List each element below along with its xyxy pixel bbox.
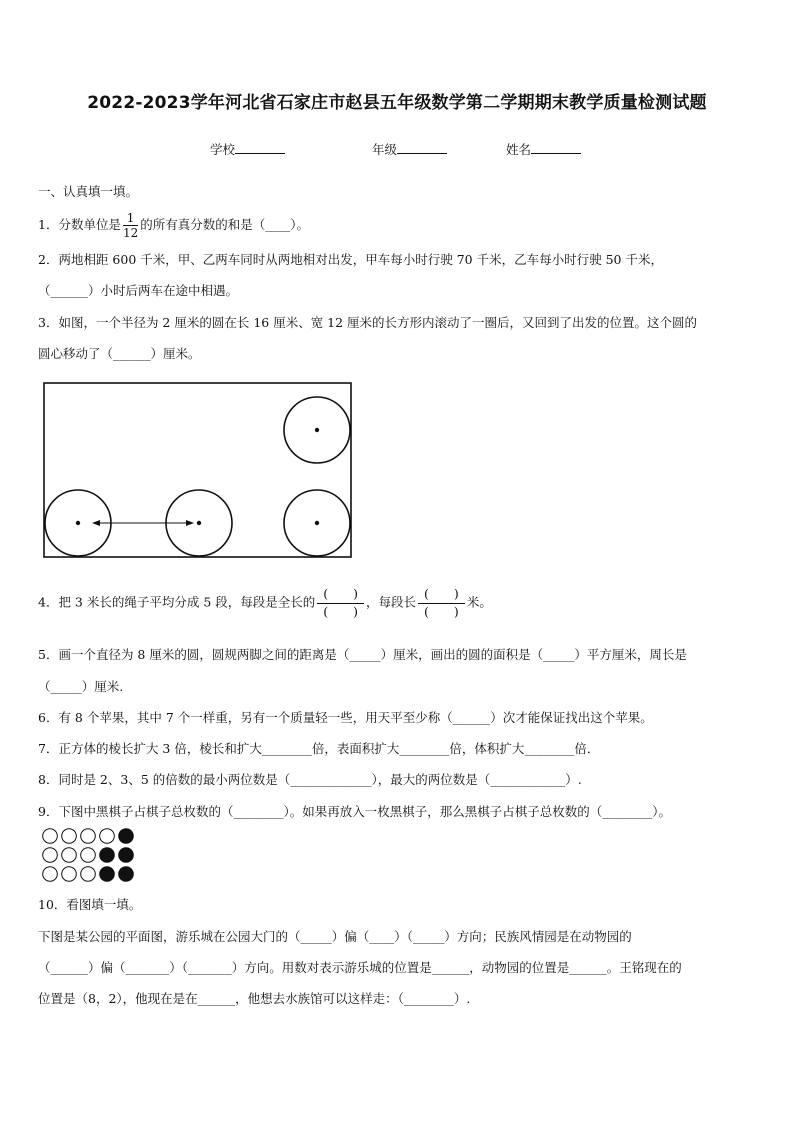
q1-fraction-denominator: 12 — [122, 226, 139, 240]
white-piece — [43, 867, 58, 882]
white-piece — [81, 829, 96, 844]
question-4 — [38, 586, 492, 620]
chess-pieces-figure — [40, 826, 160, 884]
school-label: 学校 — [210, 142, 236, 157]
grade-label: 年级 — [372, 142, 398, 157]
name-blank[interactable] — [531, 141, 581, 154]
q4-fraction-2-denominator[interactable]: ( ) — [424, 603, 459, 619]
q4-fraction-1-numerator[interactable]: ( ) — [317, 586, 364, 604]
grade-blank[interactable] — [397, 141, 447, 154]
black-piece — [100, 848, 115, 863]
q1-fraction — [123, 212, 138, 239]
grade-field — [372, 140, 447, 158]
rolling-circle-figure — [40, 380, 356, 560]
q1-prefix: 1．分数单位是 — [38, 217, 121, 232]
question-5-line-1: 5．画一个直径为 8 厘米的圆，圆规两脚之间的距离是（_____）厘米，画出的圆的面积是（_____）平方厘米，周长是 — [38, 647, 687, 662]
question-6: 6．有 8 个苹果，其中 7 个一样重，另有一个质量轻一些，用天平至少称（______）次才能保证找出这个苹果。 — [38, 710, 653, 725]
question-10-line-3: 位置是（8，2），他现在是在______，他想去水族馆可以这样走：（________）. — [38, 991, 471, 1006]
q4-fraction-2-numerator[interactable]: ( ) — [418, 586, 465, 604]
q4-fraction-1 — [317, 586, 364, 620]
question-10-heading: 10．看图填一填。 — [38, 897, 142, 912]
black-piece — [100, 867, 115, 882]
school-field — [210, 140, 285, 158]
black-piece — [119, 829, 134, 844]
question-9: 9．下图中黑棋子占棋子总枚数的（________）。如果再放入一枚黑棋子，那么黑棋子占棋子总枚数的（________）。 — [38, 804, 671, 819]
center-dot-bottom-left — [76, 521, 80, 525]
name-label: 姓名 — [506, 142, 532, 157]
white-piece — [81, 867, 96, 882]
arrow-head-right — [186, 520, 194, 526]
white-piece — [100, 829, 115, 844]
white-piece — [62, 829, 77, 844]
question-2-line-1: 2．两地相距 600 千米，甲、乙两车同时从两地相对出发，甲车每小时行驶 70 千米，乙车每小时行驶 50 千米， — [38, 252, 663, 267]
center-dot-bottom-right — [315, 521, 319, 525]
question-1 — [38, 212, 309, 239]
white-piece — [62, 867, 77, 882]
question-5-line-2: （_____）厘米. — [38, 679, 124, 694]
question-2-line-2: （______）小时后两车在途中相遇。 — [38, 283, 239, 298]
question-3-line-1: 3．如图，一个半径为 2 厘米的圆在长 16 厘米、宽 12 厘米的长方形内滚动了一圈后，又回到了出发的位置。这个圆的 — [38, 315, 698, 330]
question-7: 7．正方体的棱长扩大 3 倍，棱长和扩大________倍，表面积扩大________倍，体积扩大________倍． — [38, 741, 600, 756]
center-dot-bottom-middle — [197, 521, 201, 525]
q1-fraction-numerator: 1 — [123, 212, 138, 226]
question-8: 8．同时是 2、3、5 的倍数的最小两位数是（_____________），最大的两位数是（____________）. — [38, 772, 582, 787]
page-title: 2022-2023学年河北省石家庄市赵县五年级数学第二学期期末教学质量检测试题 — [87, 93, 707, 113]
black-piece — [119, 848, 134, 863]
q4-fraction-2 — [418, 586, 465, 620]
section-heading: 一、认真填一填。 — [38, 184, 139, 199]
q4-suffix: 米。 — [466, 594, 492, 610]
q1-suffix: 的所有真分数的和是（____）。 — [140, 217, 310, 232]
white-piece — [62, 848, 77, 863]
q4-middle: ，每段长 — [366, 594, 417, 610]
black-piece — [119, 867, 134, 882]
question-3-line-2: 圆心移动了（______）厘米。 — [38, 346, 201, 361]
name-field — [506, 140, 581, 158]
arrow-head-left — [92, 520, 100, 526]
center-dot-top-right — [315, 428, 319, 432]
white-piece — [81, 848, 96, 863]
white-piece — [43, 829, 58, 844]
white-piece — [43, 848, 58, 863]
school-blank[interactable] — [235, 141, 285, 154]
q4-prefix: 4．把 3 米长的绳子平均分成 5 段，每段是全长的 — [38, 594, 316, 610]
question-10-line-2: （______）偏（_______）（_______）方向。用数对表示游乐城的位置是______，动物园的位置是______。王铭现在的 — [38, 960, 682, 975]
q4-fraction-1-denominator[interactable]: ( ) — [323, 603, 359, 619]
question-10-line-1: 下图是某公园的平面图，游乐城在公园大门的（_____）偏（____）（_____）方向；民族风情园是在动物园的 — [38, 929, 632, 944]
figure-rectangle — [44, 383, 351, 557]
